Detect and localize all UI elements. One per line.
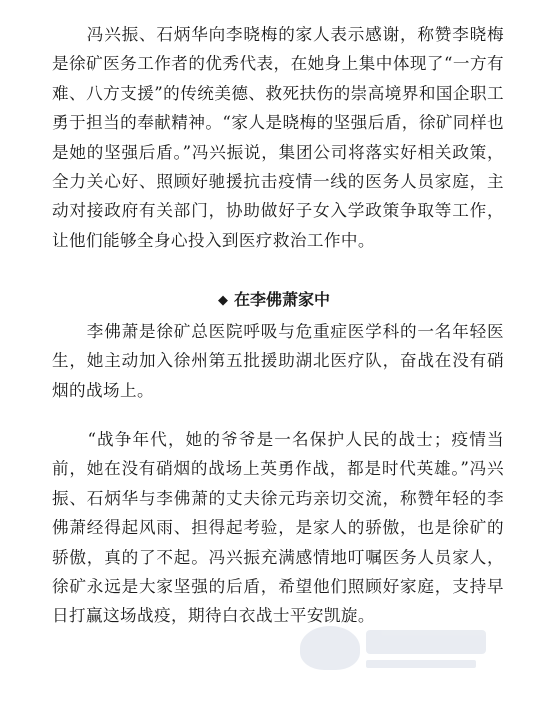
- section-heading: [0, 285, 548, 316]
- paragraph-thanks: 冯兴振、石炳华向李晓梅的家人表示感谢，称赞李晓梅是徐矿医务工作者的优秀代表，在她身上集中体现了“一方有难、八方支援”的传统美德、救死扶伤的崇高境界和国企职工勇于担当的奉献精神。“家人是晓梅的坚强后盾，徐矿同样也是她的坚强后盾。”冯兴振说，集团公司将落实好相关政策，全力关心好、照顾好驰援抗击疫情一线的医务人员家庭，主动对接政府有关部门，协助做好子女入学政策争取等工作，让他们能够全身心投入到医疗救治工作中。: [52, 25, 504, 250]
- watermark-url-mark: [366, 660, 476, 668]
- section-heading-text: 在李佛萧家中: [233, 290, 330, 309]
- watermark-emblem-icon: [300, 626, 360, 670]
- paragraph-intro: 李佛萧是徐矿总医院呼吸与危重症医学科的一名年轻医生，她主动加入徐州第五批援助湖北医疗队，奋战在没有硝烟的战场上。: [52, 322, 504, 400]
- paragraph-quote: “战争年代，她的爷爷是一名保护人民的战士；疫情当前，她在没有硝烟的战场上英勇作战，都是时代英雄。”冯兴振、石炳华与李佛萧的丈夫徐元玙亲切交流，称赞年轻的李佛萧经得起风雨、担得起考验，是家人的骄傲，也是徐矿的骄傲，真的了不起。冯兴振充满感情地叮嘱医务人员家人，徐矿永远是大家坚强的后盾，希望他们照顾好家庭，支持早日打赢这场战疫，期待白衣战士平安凯旋。: [52, 430, 504, 626]
- diamond-bullet-icon: ◆: [217, 293, 228, 308]
- watermark-title-mark: [366, 630, 486, 654]
